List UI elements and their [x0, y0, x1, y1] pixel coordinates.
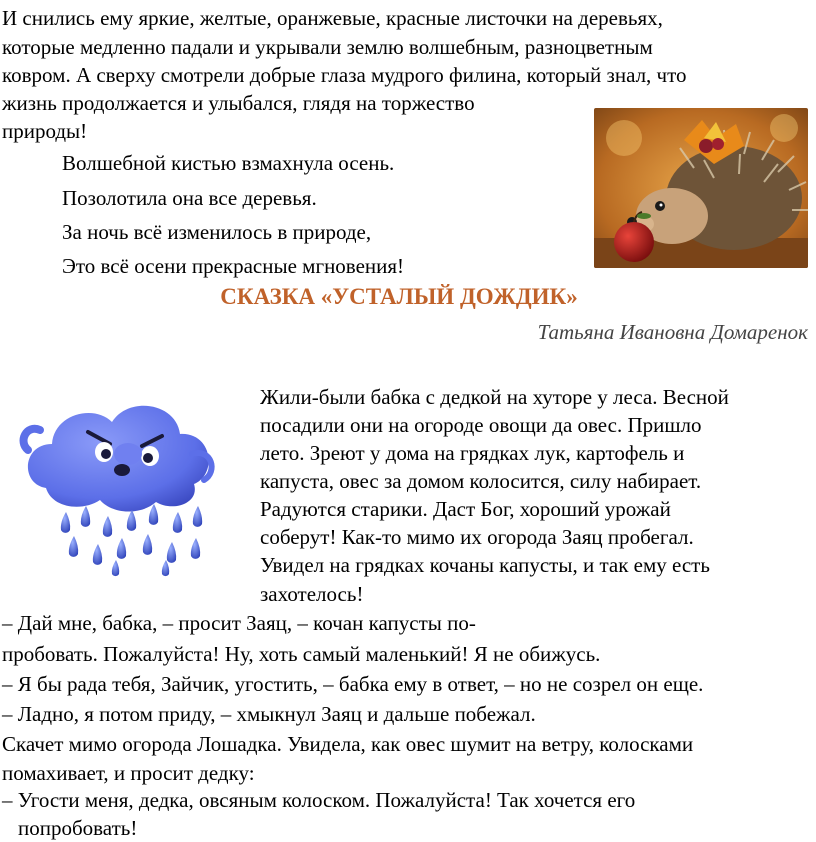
rain-cloud-illustration — [16, 388, 224, 580]
story-line: лето. Зреют у дома на грядках лук, картофель и — [260, 441, 685, 465]
hedgehog-photo — [594, 108, 808, 268]
dialogue-line: – Ладно, я потом приду, – хмыкнул Заяц и дальше побежал. — [2, 702, 536, 726]
story-line: Радуются старики. Даст Бог, хороший урожай — [260, 497, 671, 521]
story-line: захотелось! — [260, 582, 364, 606]
poem-line: Волшебной кистью взмахнула осень. — [62, 151, 395, 175]
intro-line: которые медленно падали и укрывали землю волшебным, разноцветным — [2, 35, 653, 59]
dialogue-line: пробовать. Пожалуйста! Ну, хоть самый маленький! Я не обижусь. — [2, 642, 601, 666]
intro-line: жизнь продолжается и улыбался, глядя на торжество — [2, 91, 475, 115]
story-line: капуста, овес за домом колосится, силу набирает. — [260, 469, 702, 493]
poem-line: Это всё осени прекрасные мгновения! — [62, 254, 405, 278]
cloud-icon — [16, 388, 224, 580]
dialogue-line: Скачет мимо огорода Лошадка. Увидела, как овес шумит на ветру, колосками — [2, 732, 694, 756]
story-author: Татьяна Ивановна Домаренок — [537, 320, 808, 344]
poem-line: Позолотила она все деревья. — [62, 186, 317, 210]
intro-line: И снились ему яркие, желтые, оранжевые, красные листочки на деревьях, — [2, 6, 663, 30]
story-line: посадили они на огороде овощи да овес. Пришло — [260, 413, 702, 437]
intro-line: ковром. А сверху смотрели добрые глаза мудрого филина, который знал, что — [2, 63, 687, 87]
story-title: СКАЗКА «УСТАЛЫЙ ДОЖДИК» — [220, 284, 578, 309]
story-line: Увидел на грядках кочаны капусты, и так ему есть — [260, 553, 710, 577]
intro-line: природы! — [2, 119, 88, 143]
story-line: соберут! Как-то мимо их огорода Заяц пробегал. — [260, 525, 694, 549]
poem-line: За ночь всё изменилось в природе, — [62, 220, 372, 244]
story-line: Жили-были бабка с дедкой на хуторе у леса. Весной — [260, 385, 729, 409]
dialogue-line: помахивает, и просит дедку: — [2, 761, 255, 785]
dialogue-line: – Дай мне, бабка, – просит Заяц, – кочан капусты по- — [2, 611, 476, 635]
hedgehog-illustration — [594, 108, 808, 268]
dialogue-line: попробовать! — [18, 816, 138, 840]
dialogue-line: – Угости меня, дедка, овсяным колоском. Пожалуйста! Так хочется его — [2, 788, 636, 812]
dialogue-line: – Я бы рада тебя, Зайчик, угостить, – бабка ему в ответ, – но не созрел он еще. — [2, 672, 704, 696]
